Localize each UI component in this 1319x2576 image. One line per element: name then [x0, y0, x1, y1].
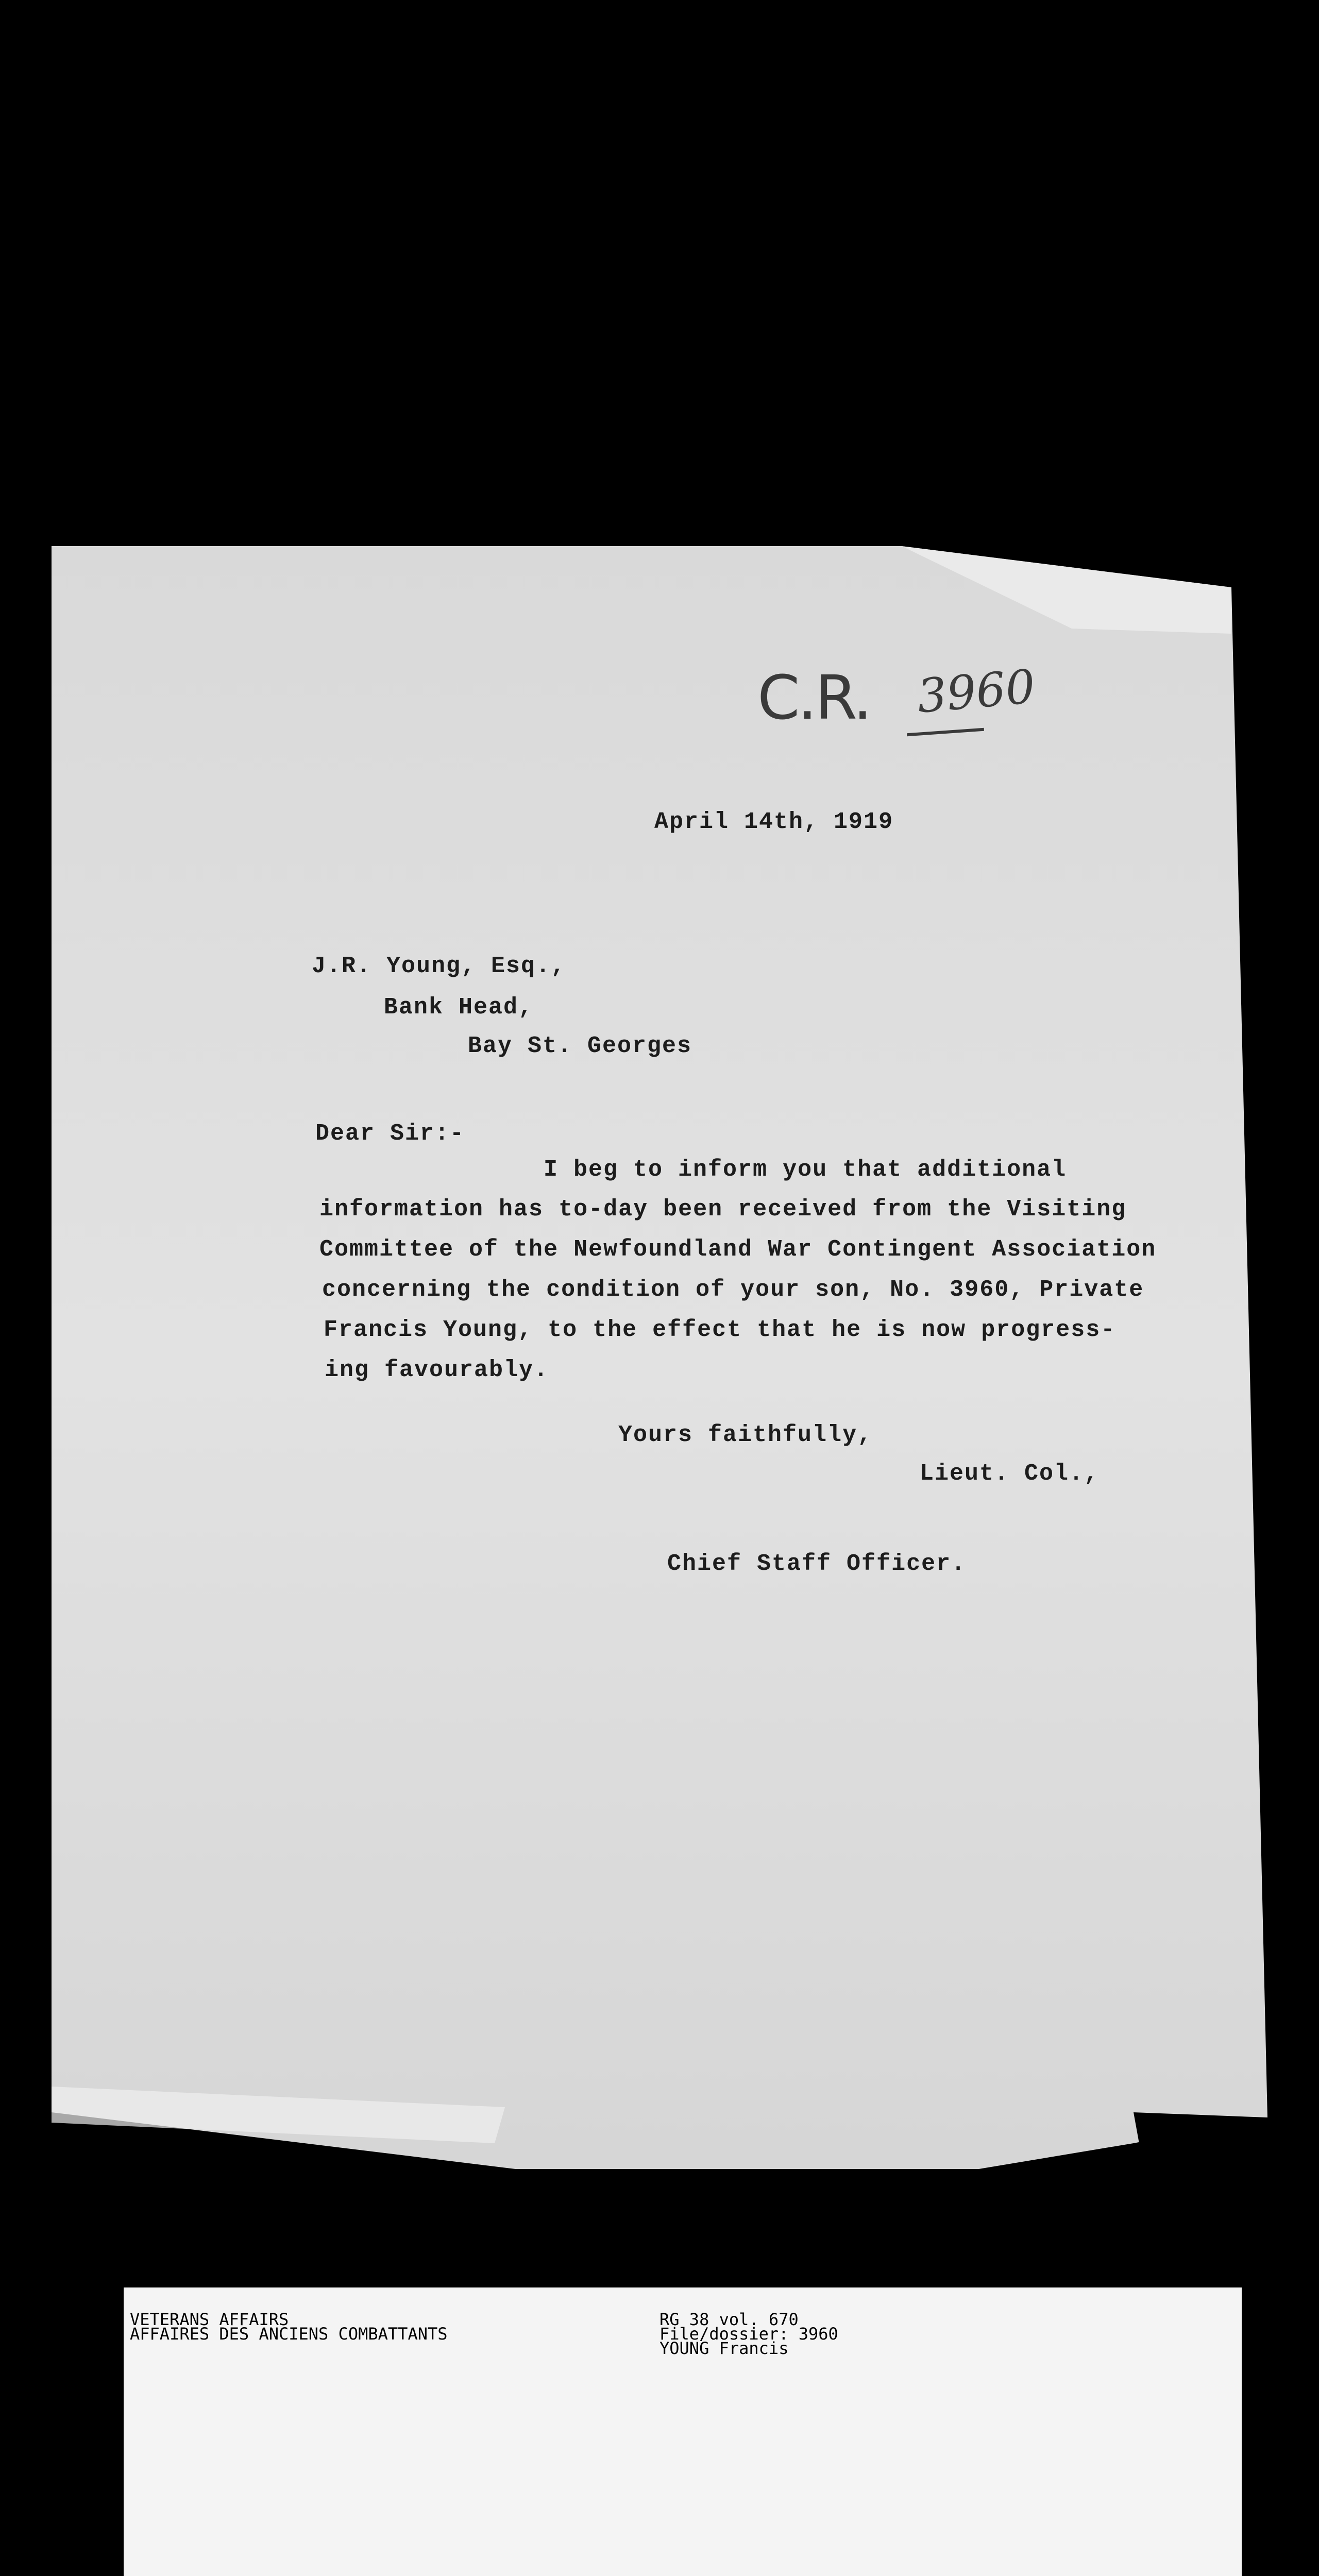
label-soldier-name: YOUNG Francis	[660, 2338, 789, 2358]
paper-background	[52, 546, 1267, 2169]
label-dept-fr: AFFAIRES DES ANCIENS COMBATTANTS	[130, 2324, 448, 2344]
recipient-address-line2: Bay St. Georges	[468, 1033, 692, 1059]
cr-stamp: C.R.	[757, 662, 871, 733]
recipient-address-line1: Bank Head,	[384, 994, 534, 1021]
body-line: Committee of the Newfoundland War Contingent Association	[319, 1236, 1157, 1263]
closing: Yours faithfully,	[618, 1422, 873, 1448]
letter-date: April 14th, 1919	[654, 809, 894, 835]
body-line: concerning the condition of your son, No. 3960, Private	[322, 1277, 1144, 1303]
signer-title: Chief Staff Officer.	[667, 1551, 967, 1577]
salutation: Dear Sir:-	[315, 1121, 465, 1147]
body-line: information has to-day been received from the Visiting	[319, 1196, 1127, 1223]
body-line: I beg to inform you that additional	[544, 1157, 1067, 1183]
label-dept-en: VETERANS AFFAIRS	[130, 2310, 289, 2329]
cr-handwritten-number: 3960	[915, 659, 1038, 724]
recipient-name: J.R. Young, Esq.,	[312, 953, 566, 979]
body-line: ing favourably.	[325, 1357, 549, 1383]
letter-sheet	[52, 546, 1267, 2169]
archive-label-card	[124, 2287, 1242, 2576]
body-line: Francis Young, to the effect that he is now progress-	[324, 1317, 1116, 1343]
signer-rank: Lieut. Col.,	[920, 1461, 1100, 1487]
label-file-number: File/dossier: 3960	[660, 2324, 838, 2344]
label-record-group: RG 38 vol. 670	[660, 2310, 799, 2329]
